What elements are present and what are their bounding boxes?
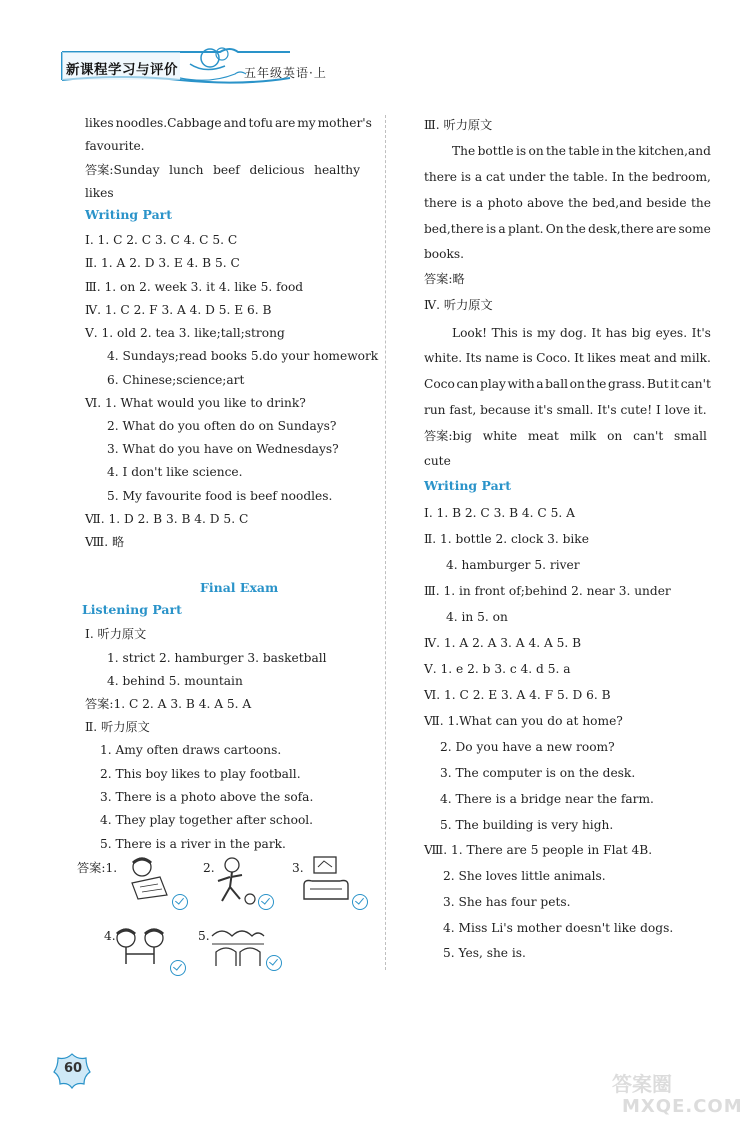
answer-word: beef [213, 163, 240, 177]
answer-row: 答案:略 [424, 272, 465, 286]
answer-row: 1. strict 2. hamburger 3. basketball [107, 651, 327, 665]
answer-row: Ⅰ. 1. B 2. C 3. B 4. C 5. A [424, 506, 575, 520]
answer-row: cute [424, 454, 451, 468]
answer-row: Ⅳ. 1. A 2. A 3. A 4. A 5. B [424, 636, 582, 650]
answer-row: 5. My favourite food is beef noodles. [107, 489, 333, 503]
section-heading: Writing Part [424, 478, 512, 493]
answer-words [424, 428, 707, 444]
text-line: likes noodles.Cabbage and tofu are my mother's [85, 116, 372, 130]
answer-row: Ⅷ. 1. There are 5 people in Flat 4B. [424, 843, 653, 857]
answer-row: 2. She loves little animals. [443, 869, 606, 883]
answer-row: Ⅷ. 略 [85, 535, 125, 549]
girl-drawing-picture [122, 855, 177, 903]
answer-row: 4. in 5. on [446, 610, 508, 624]
answer-word: meat [527, 429, 559, 443]
answer-row: Ⅰ. 1. C 2. C 3. C 4. C 5. C [85, 233, 238, 247]
text-line: favourite. [85, 139, 145, 153]
answer-row: 6. Chinese;science;art [107, 373, 245, 387]
page-number: 60 [63, 1061, 83, 1076]
watermark-url: MXQE.COM [622, 1096, 743, 1117]
answer-word: on [607, 429, 623, 443]
passage-line: bed,there is a plant. On the desk,there are some [424, 222, 711, 236]
check-mark-icon [170, 960, 186, 976]
check-mark-icon [352, 894, 368, 910]
answer-label: 3. [292, 861, 304, 875]
answer-word: delicious [249, 163, 305, 177]
answer-row: 4. behind 5. mountain [107, 674, 243, 688]
answer-row: 4. I don't like science. [107, 465, 243, 479]
answer-row: 4. Sundays;read books 5.do your homework [107, 349, 379, 363]
answer-row: Ⅶ. 1. D 2. B 3. B 4. D 5. C [85, 512, 249, 526]
answer-row: 4. hamburger 5. river [446, 558, 580, 572]
answer-row: Ⅲ. 听力原文 [424, 118, 493, 132]
answer-row: Ⅱ. 1. bottle 2. clock 3. bike [424, 532, 589, 546]
book-subtitle: 五年级英语·上 [244, 66, 327, 80]
answer-row: 5. The building is very high. [440, 818, 614, 832]
book-title: 新课程学习与评价 [66, 62, 178, 78]
answer-row: 3. She has four pets. [443, 895, 571, 909]
answer-word: can't [633, 429, 664, 443]
watermark: 答案圈 [612, 1072, 672, 1096]
exam-title: Final Exam [200, 580, 279, 595]
answer-row: Ⅰ. 听力原文 [85, 627, 147, 641]
answer-row: 1. Amy often draws cartoons. [100, 743, 282, 757]
answer-row: 4. Miss Li's mother doesn't like dogs. [443, 921, 674, 935]
passage-line: run fast, because it's small. It's cute! I love it. [424, 403, 707, 417]
passage-line: Coco can play with a ball on the grass. But it can't [424, 377, 711, 391]
answer-label: 2. [203, 861, 215, 875]
sofa-photo-picture [300, 855, 352, 907]
answer-row: 3. What do you have on Wednesdays? [107, 442, 339, 456]
passage-line: there is a cat under the table. In the bedroom, [424, 170, 711, 184]
answer-row: Ⅳ. 1. C 2. F 3. A 4. D 5. E 6. B [85, 303, 272, 317]
section-heading: Writing Part [85, 207, 173, 222]
answer-row: Ⅵ. 1. What would you like to drink? [85, 396, 306, 410]
answer-word: 答案:big [424, 429, 472, 443]
answer-word: white [482, 429, 518, 443]
answer-row: Ⅱ. 1. A 2. D 3. E 4. B 5. C [85, 256, 240, 270]
answer-row: Ⅴ. 1. e 2. b 3. c 4. d 5. a [424, 662, 571, 676]
answer-word: healthy [314, 163, 360, 177]
text-line: likes [85, 186, 114, 200]
passage-line: Look! This is my dog. It has big eyes. It's [452, 326, 711, 340]
answer-word: small [674, 429, 707, 443]
answer-words [85, 162, 360, 178]
answer-row: Ⅴ. 1. old 2. tea 3. like;tall;strong [85, 326, 285, 340]
boy-football-picture [208, 855, 260, 907]
answer-row: 2. Do you have a new room? [440, 740, 615, 754]
column-divider [385, 115, 386, 970]
passage-line: there is a photo above the bed,and beside the [424, 196, 711, 210]
check-mark-icon [258, 894, 274, 910]
answer-row: 4. They play together after school. [100, 813, 314, 827]
passage-line: The bottle is on the table in the kitchen,and [452, 144, 711, 158]
answer-row: Ⅵ. 1. C 2. E 3. A 4. F 5. D 6. B [424, 688, 611, 702]
answer-word: milk [569, 429, 597, 443]
answer-row: 5. There is a river in the park. [100, 837, 286, 851]
answer-row: 2. What do you often do on Sundays? [107, 419, 337, 433]
answer-row: Ⅲ. 1. on 2. week 3. it 4. like 5. food [85, 280, 304, 294]
check-mark-icon [172, 894, 188, 910]
passage-line: white. Its name is Coco. It likes meat and milk. [424, 351, 711, 365]
answer-row: 4. There is a bridge near the farm. [440, 792, 654, 806]
river-park-picture [208, 924, 268, 970]
answer-label: 4. [104, 929, 116, 943]
passage-line: books. [424, 247, 464, 261]
check-mark-icon [266, 955, 282, 971]
answer-row: 5. Yes, she is. [443, 946, 526, 960]
answer-row: 2. This boy likes to play football. [100, 767, 301, 781]
answer-row: 3. There is a photo above the sofa. [100, 790, 314, 804]
answer-row: 3. The computer is on the desk. [440, 766, 636, 780]
answer-label: 5. [198, 929, 210, 943]
answer-label: 答案:1. [77, 861, 118, 875]
answer-row: Ⅳ. 听力原文 [424, 298, 493, 312]
answer-row: 答案:1. C 2. A 3. B 4. A 5. A [85, 697, 252, 711]
children-playing-picture [112, 924, 174, 974]
answer-word: 答案:Sunday [85, 163, 160, 177]
section-heading: Listening Part [82, 602, 182, 617]
answer-row: Ⅶ. 1.What can you do at home? [424, 714, 623, 728]
answer-row: Ⅲ. 1. in front of;behind 2. near 3. under [424, 584, 671, 598]
answer-word: lunch [169, 163, 204, 177]
answer-row: Ⅱ. 听力原文 [85, 720, 150, 734]
